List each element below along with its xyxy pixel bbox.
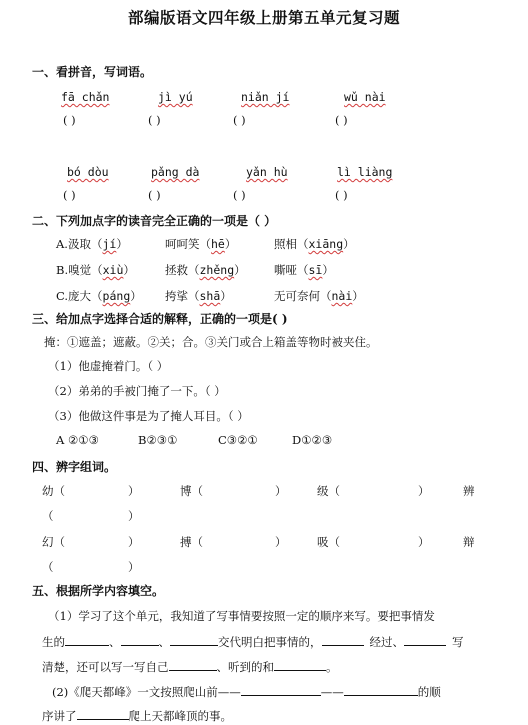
- option-a2-word: 呵呵笑（: [165, 237, 211, 251]
- option-a-close: ）: [116, 237, 128, 251]
- char-huan: 幻（: [42, 535, 65, 549]
- option-b-3: [274, 262, 334, 278]
- paren-close: ）: [128, 535, 140, 549]
- answer-paren-5[interactable]: ( ): [63, 188, 76, 202]
- fill-p1-line1: （1）学习了这个单元，我知道了写事情要按照一定的顺序来写。要把事情发: [48, 609, 435, 623]
- choice-d[interactable]: D①②③: [292, 433, 333, 447]
- fill-blank[interactable]: [169, 658, 217, 671]
- option-c3-word: 无可奈何（: [274, 289, 332, 303]
- option-c3-close: ）: [352, 289, 364, 303]
- option-a2-close: ）: [224, 237, 237, 251]
- option-a-label: A.汲取（: [56, 237, 103, 251]
- fill-blank[interactable]: [241, 683, 321, 696]
- option-a3-close: ）: [343, 237, 355, 251]
- text-seg: 、听到的和: [216, 660, 274, 674]
- fill-blank[interactable]: [274, 658, 326, 671]
- option-c2-word: 挎挲（: [165, 289, 200, 303]
- char-bo: 博（: [180, 484, 203, 498]
- choice-a[interactable]: A ②①③: [56, 433, 99, 447]
- char-bian2: 辩: [463, 535, 475, 549]
- question-3: （3）他做这件事是为了掩人耳目。（ ）: [48, 409, 249, 423]
- option-b2-close: ）: [234, 263, 246, 277]
- paren-close: ）: [418, 535, 430, 549]
- fill-p1-line3: [42, 658, 338, 675]
- option-c2-pinyin: shā: [199, 289, 221, 303]
- question-2: （2）弟弟的手被门掩了一下。（ ）: [48, 384, 226, 398]
- option-a3-word: 照相（: [274, 237, 309, 251]
- section-5-heading: 五、根据所学内容填空。: [32, 584, 165, 598]
- option-c-label: C.庞大（: [56, 289, 103, 303]
- section-4-heading: 四、辨字组词。: [32, 460, 117, 474]
- pinyin-8: lì liàng: [337, 165, 393, 179]
- text-seg: 爬上天都峰顶的事。: [128, 709, 232, 723]
- answer-paren-8[interactable]: ( ): [335, 188, 348, 202]
- section-2-heading: 二、下列加点字的读音完全正确的一项是（ ）: [32, 214, 277, 228]
- answer-paren-4[interactable]: ( ): [335, 113, 348, 127]
- option-c-1: [56, 288, 142, 304]
- fill-blank[interactable]: [344, 683, 418, 696]
- pinyin-2: jì yú: [158, 90, 193, 104]
- answer-paren-3[interactable]: ( ): [233, 113, 246, 127]
- char-bo2: 搏（: [180, 535, 203, 549]
- option-c-2: [165, 288, 232, 304]
- option-b3-pinyin: sī: [308, 263, 323, 277]
- paren-close: ）: [418, 484, 430, 498]
- pinyin-6: pǎng dà: [151, 165, 200, 179]
- fill-p2-line1: [52, 683, 441, 700]
- paren-close: ）: [128, 484, 140, 498]
- text-seg: 写: [452, 635, 464, 649]
- fill-p1-line2: [42, 633, 464, 650]
- page-title: 部编版语文四年级上册第五单元复习题: [127, 8, 400, 27]
- option-a3-pinyin: xiāng: [308, 237, 344, 251]
- option-b3-word: 嘶哑（: [274, 263, 309, 277]
- fill-p2-line2: [42, 707, 232, 724]
- text-seg: 、: [158, 635, 170, 649]
- option-a-3: [274, 236, 355, 252]
- option-b2-pinyin: zhěng: [199, 263, 235, 277]
- answer-paren-1[interactable]: ( ): [63, 113, 76, 127]
- answer-paren-6[interactable]: ( ): [148, 188, 161, 202]
- choice-b[interactable]: B②③①: [138, 433, 178, 447]
- fill-blank[interactable]: [65, 633, 109, 646]
- option-c3-pinyin: nài: [331, 289, 353, 303]
- option-b-label: B.嗅觉（: [56, 263, 103, 277]
- text-seg: 清楚，还可以写一写自己: [42, 660, 169, 674]
- paren-close: ）: [275, 484, 287, 498]
- text-seg: 序讲了: [42, 709, 77, 723]
- text-seg: (2)《爬天都峰》一文按照爬山前——: [52, 685, 241, 699]
- option-c-close: ）: [130, 289, 142, 303]
- answer-paren-2[interactable]: ( ): [148, 113, 161, 127]
- option-a-pinyin: jí: [102, 237, 117, 251]
- option-b-1: [56, 262, 135, 278]
- question-1: （1）他虚掩着门。（ ）: [48, 359, 169, 373]
- fill-blank[interactable]: [170, 633, 218, 646]
- definition-text: 掩：①遮盖；遮蔽。②关；合。③关门或合上箱盖等物时被夹住。: [44, 335, 378, 349]
- pinyin-4: wǔ nài: [344, 90, 386, 104]
- text-seg: 的顺: [417, 685, 441, 699]
- paren-open: （: [42, 509, 54, 523]
- pinyin-1: fā chǎn: [61, 90, 110, 104]
- text-seg: 经过、: [369, 635, 404, 649]
- option-b2-word: 拯救（: [165, 263, 200, 277]
- text-seg: 交代明白把事情的，: [218, 635, 322, 649]
- option-b-close: ）: [123, 263, 135, 277]
- text-seg: 。: [326, 660, 338, 674]
- option-c-3: [274, 288, 364, 304]
- choice-c[interactable]: C③②①: [218, 433, 258, 447]
- text-seg: 、: [109, 635, 121, 649]
- paren-open: （: [42, 560, 54, 574]
- text-seg: 生的: [42, 635, 65, 649]
- pinyin-7: yǎn hù: [246, 165, 288, 179]
- char-xi: 吸（: [317, 535, 340, 549]
- option-b3-close: ）: [322, 263, 334, 277]
- fill-blank[interactable]: [77, 707, 129, 720]
- option-c2-close: ）: [220, 289, 232, 303]
- paren-close: ）: [128, 560, 140, 574]
- section-1-heading: 一、看拼音，写词语。: [32, 65, 153, 79]
- char-bian: 辨: [463, 484, 475, 498]
- answer-paren-7[interactable]: ( ): [233, 188, 246, 202]
- option-a-2: [165, 236, 236, 252]
- fill-blank[interactable]: [322, 633, 364, 646]
- text-seg: ——: [320, 685, 344, 699]
- pinyin-3: niǎn jí: [241, 90, 290, 104]
- paren-close: ）: [128, 509, 140, 523]
- option-b-pinyin: xiù: [102, 263, 124, 277]
- fill-blank[interactable]: [121, 633, 159, 646]
- paren-close: ）: [275, 535, 287, 549]
- option-c-pinyin: páng: [102, 289, 131, 303]
- pinyin-5: bó dòu: [67, 165, 109, 179]
- option-a-1: [56, 236, 128, 252]
- char-ji: 级（: [317, 484, 340, 498]
- option-a2-pinyin: hē: [211, 237, 225, 251]
- char-you: 幼（: [42, 484, 65, 498]
- section-3-heading: 三、给加点字选择合适的解释，正确的一项是( ): [32, 312, 288, 326]
- option-b-2: [165, 262, 246, 278]
- fill-blank[interactable]: [404, 633, 446, 646]
